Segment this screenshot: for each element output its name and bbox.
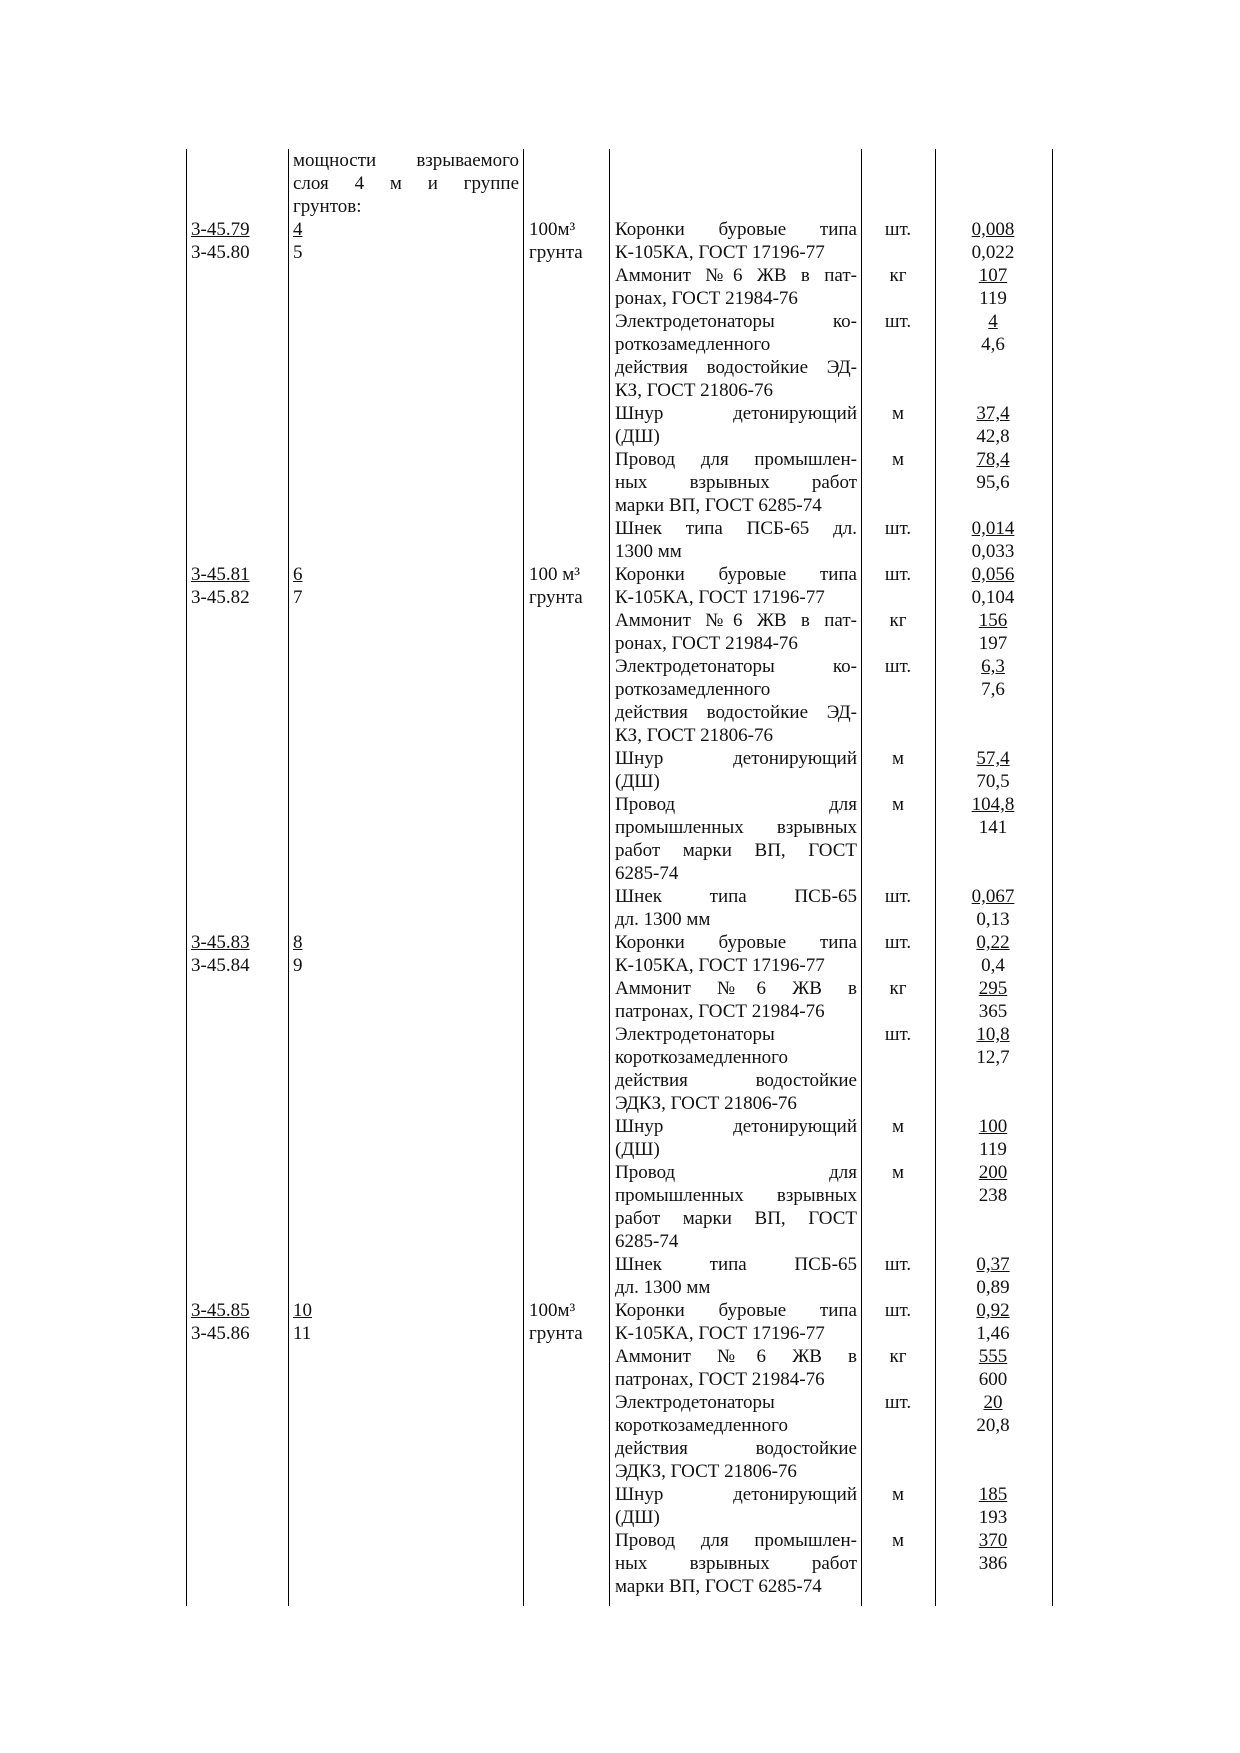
material-name-line: К-105КА, ГОСТ 17196-77 xyxy=(615,1323,825,1344)
material-name-line: Коронки буровые типа xyxy=(615,564,857,585)
material-name-line: Провод для промышлен- xyxy=(615,1530,857,1551)
norm-value: 7,6 xyxy=(981,679,1005,700)
norm-code: 3-45.86 xyxy=(191,1323,250,1344)
norm-value: 0,008 xyxy=(971,219,1015,240)
material-name-line: Аммонит №6 ЖВ в xyxy=(615,1346,857,1367)
material-unit: кг xyxy=(889,1346,907,1367)
table-column-divider xyxy=(609,149,610,1606)
material-unit: м xyxy=(891,1116,905,1137)
norm-value: 156 xyxy=(978,610,1008,631)
material-name-line: ЭДКЗ, ГОСТ 21806-76 xyxy=(615,1461,797,1482)
material-name-line: Аммонит №6 ЖВ в пат- xyxy=(615,610,857,631)
material-name-line: патронах, ГОСТ 21984-76 xyxy=(615,1001,825,1022)
norm-value: 119 xyxy=(979,288,1007,309)
material-name-line: Электродетонаторы ко- xyxy=(615,311,857,332)
material-name-line: К-105КА, ГОСТ 17196-77 xyxy=(615,955,825,976)
norm-code: 3-45.83 xyxy=(191,932,250,953)
material-name-line: Электродетонаторы xyxy=(615,1392,775,1413)
material-name-line: (ДШ) xyxy=(615,426,660,447)
norm-value: 4 xyxy=(988,311,998,332)
material-name-line: действия водостойкие xyxy=(615,1438,857,1459)
measure-unit: 100м³ xyxy=(529,219,576,240)
norm-value: 12,7 xyxy=(976,1047,1010,1068)
norm-value: 193 xyxy=(978,1507,1008,1528)
material-name-line: Электродетонаторы ко- xyxy=(615,656,857,677)
norm-value: 100 xyxy=(978,1116,1008,1137)
column-number: 6 xyxy=(293,564,303,585)
material-unit: шт. xyxy=(884,1300,912,1321)
norm-value: 78,4 xyxy=(976,449,1010,470)
norm-value: 0,13 xyxy=(976,909,1010,930)
norm-value: 70,5 xyxy=(976,771,1010,792)
material-name-line: 6285-74 xyxy=(615,1231,679,1252)
measure-unit: грунта xyxy=(529,587,583,608)
norm-value: 0,033 xyxy=(971,541,1015,562)
material-name-line: Коронки буровые типа xyxy=(615,219,857,240)
header-text-line: слоя 4 м и группе xyxy=(293,173,519,194)
material-name-line: короткозамедленного xyxy=(615,1047,788,1068)
material-name-line: Провод для xyxy=(615,1162,857,1183)
material-name-line: Шнек типа ПСБ-65 дл. xyxy=(615,518,857,539)
material-name-line: промышленных взрывных xyxy=(615,817,857,838)
norm-value: 0,4 xyxy=(981,955,1005,976)
table-column-divider xyxy=(186,149,187,1606)
norm-value: 555 xyxy=(978,1346,1008,1367)
material-name-line: (ДШ) xyxy=(615,1139,660,1160)
material-name-line: Шнур детонирующий xyxy=(615,748,857,769)
column-number: 5 xyxy=(293,242,303,263)
column-number: 10 xyxy=(293,1300,312,1321)
material-unit: шт. xyxy=(884,219,912,240)
norm-code: 3-45.79 xyxy=(191,219,250,240)
material-name-line: роткозамедленного xyxy=(615,679,771,700)
material-name-line: действия водостойкие ЭД- xyxy=(615,702,857,723)
material-name-line: промышленных взрывных xyxy=(615,1185,857,1206)
norm-value: 200 xyxy=(978,1162,1008,1183)
measure-unit: грунта xyxy=(529,1323,583,1344)
norm-value: 0,067 xyxy=(971,886,1015,907)
norm-value: 365 xyxy=(978,1001,1008,1022)
material-unit: кг xyxy=(889,978,907,999)
table-column-divider xyxy=(288,149,289,1606)
norm-value: 42,8 xyxy=(976,426,1010,447)
norm-value: 185 xyxy=(978,1484,1008,1505)
material-unit: м xyxy=(891,748,905,769)
material-name-line: Шнек типа ПСБ-65 xyxy=(615,1254,857,1275)
material-name-line: роткозамедленного xyxy=(615,334,771,355)
material-name-line: 6285-74 xyxy=(615,863,679,884)
material-name-line: короткозамедленного xyxy=(615,1415,788,1436)
material-name-line: (ДШ) xyxy=(615,1507,660,1528)
material-name-line: дл. 1300 мм xyxy=(615,909,711,930)
norm-value: 295 xyxy=(978,978,1008,999)
material-name-line: КЗ, ГОСТ 21806-76 xyxy=(615,725,774,746)
material-name-line: Провод для xyxy=(615,794,857,815)
norm-value: 0,22 xyxy=(976,932,1010,953)
column-number: 9 xyxy=(293,955,303,976)
material-name-line: Аммонит №6 ЖВ в xyxy=(615,978,857,999)
norm-value: 141 xyxy=(978,817,1008,838)
norm-value: 370 xyxy=(978,1530,1008,1551)
norm-value: 57,4 xyxy=(976,748,1010,769)
material-name-line: Коронки буровые типа xyxy=(615,1300,857,1321)
norm-value: 0,92 xyxy=(976,1300,1010,1321)
material-unit: м xyxy=(891,403,905,424)
norm-value: 20 xyxy=(983,1392,1003,1413)
material-name-line: дл. 1300 мм xyxy=(615,1277,711,1298)
material-unit: шт. xyxy=(884,656,912,677)
material-name-line: ЭДКЗ, ГОСТ 21806-76 xyxy=(615,1093,797,1114)
material-unit: кг xyxy=(889,610,907,631)
material-name-line: Провод для промышлен- xyxy=(615,449,857,470)
material-unit: шт. xyxy=(884,932,912,953)
material-unit: шт. xyxy=(884,886,912,907)
norm-value: 197 xyxy=(978,633,1008,654)
norm-value: 1,46 xyxy=(976,1323,1010,1344)
material-unit: м xyxy=(891,1484,905,1505)
material-name-line: ронах, ГОСТ 21984-76 xyxy=(615,633,798,654)
material-name-line: (ДШ) xyxy=(615,771,660,792)
material-unit: шт. xyxy=(884,311,912,332)
material-name-line: Электродетонаторы xyxy=(615,1024,775,1045)
norm-value: 104,8 xyxy=(971,794,1015,815)
material-name-line: К-105КА, ГОСТ 17196-77 xyxy=(615,587,825,608)
norm-value: 4,6 xyxy=(981,334,1005,355)
material-name-line: работ марки ВП, ГОСТ xyxy=(615,840,857,861)
norm-value: 0,89 xyxy=(976,1277,1010,1298)
measure-unit: 100м³ xyxy=(529,1300,576,1321)
material-unit: шт. xyxy=(884,564,912,585)
header-text-line: мощности взрываемого xyxy=(293,150,519,171)
material-name-line: Шнур детонирующий xyxy=(615,403,857,424)
norm-value: 119 xyxy=(979,1139,1007,1160)
column-number: 7 xyxy=(293,587,303,608)
norm-value: 107 xyxy=(978,265,1008,286)
material-name-line: 1300 мм xyxy=(615,541,682,562)
norm-value: 37,4 xyxy=(976,403,1010,424)
norm-value: 0,37 xyxy=(976,1254,1010,1275)
column-number: 11 xyxy=(293,1323,312,1344)
norm-code: 3-45.84 xyxy=(191,955,250,976)
material-unit: м xyxy=(891,1162,905,1183)
material-name-line: патронах, ГОСТ 21984-76 xyxy=(615,1369,825,1390)
material-unit: м xyxy=(891,794,905,815)
norm-code: 3-45.80 xyxy=(191,242,250,263)
norm-value: 0,056 xyxy=(971,564,1015,585)
material-name-line: Шнек типа ПСБ-65 xyxy=(615,886,857,907)
material-name-line: действия водостойкие ЭД- xyxy=(615,357,857,378)
norm-value: 386 xyxy=(978,1553,1008,1574)
material-name-line: КЗ, ГОСТ 21806-76 xyxy=(615,380,774,401)
material-unit: шт. xyxy=(884,1254,912,1275)
header-text-line: грунтов: xyxy=(293,196,362,217)
material-unit: кг xyxy=(889,265,907,286)
material-name-line: К-105КА, ГОСТ 17196-77 xyxy=(615,242,825,263)
material-name-line: ных взрывных работ xyxy=(615,1553,857,1574)
norm-value: 600 xyxy=(978,1369,1008,1390)
material-unit: шт. xyxy=(884,1024,912,1045)
norm-code: 3-45.81 xyxy=(191,564,250,585)
measure-unit: грунта xyxy=(529,242,583,263)
norm-code: 3-45.82 xyxy=(191,587,250,608)
material-name-line: работ марки ВП, ГОСТ xyxy=(615,1208,857,1229)
material-unit: м xyxy=(891,1530,905,1551)
norm-value: 0,022 xyxy=(971,242,1015,263)
material-name-line: Коронки буровые типа xyxy=(615,932,857,953)
material-name-line: действия водостойкие xyxy=(615,1070,857,1091)
norm-value: 20,8 xyxy=(976,1415,1010,1436)
norm-value: 6,3 xyxy=(981,656,1005,677)
norm-value: 238 xyxy=(978,1185,1008,1206)
material-name-line: марки ВП, ГОСТ 6285-74 xyxy=(615,1576,822,1597)
material-unit: шт. xyxy=(884,1392,912,1413)
norm-value: 0,014 xyxy=(971,518,1015,539)
material-name-line: Аммонит №6 ЖВ в пат- xyxy=(615,265,857,286)
material-name-line: марки ВП, ГОСТ 6285-74 xyxy=(615,495,822,516)
table-column-divider xyxy=(935,149,936,1606)
column-number: 8 xyxy=(293,932,303,953)
measure-unit: 100 м³ xyxy=(529,564,580,585)
norm-value: 10,8 xyxy=(976,1024,1010,1045)
material-name-line: Шнур детонирующий xyxy=(615,1484,857,1505)
column-number: 4 xyxy=(293,219,303,240)
material-unit: м xyxy=(891,449,905,470)
norm-value: 95,6 xyxy=(976,472,1010,493)
table-column-divider xyxy=(1052,149,1053,1606)
material-name-line: ных взрывных работ xyxy=(615,472,857,493)
norm-code: 3-45.85 xyxy=(191,1300,250,1321)
material-name-line: ронах, ГОСТ 21984-76 xyxy=(615,288,798,309)
material-unit: шт. xyxy=(884,518,912,539)
table-column-divider xyxy=(523,149,524,1606)
norm-value: 0,104 xyxy=(971,587,1015,608)
material-name-line: Шнур детонирующий xyxy=(615,1116,857,1137)
table-column-divider xyxy=(861,149,862,1606)
